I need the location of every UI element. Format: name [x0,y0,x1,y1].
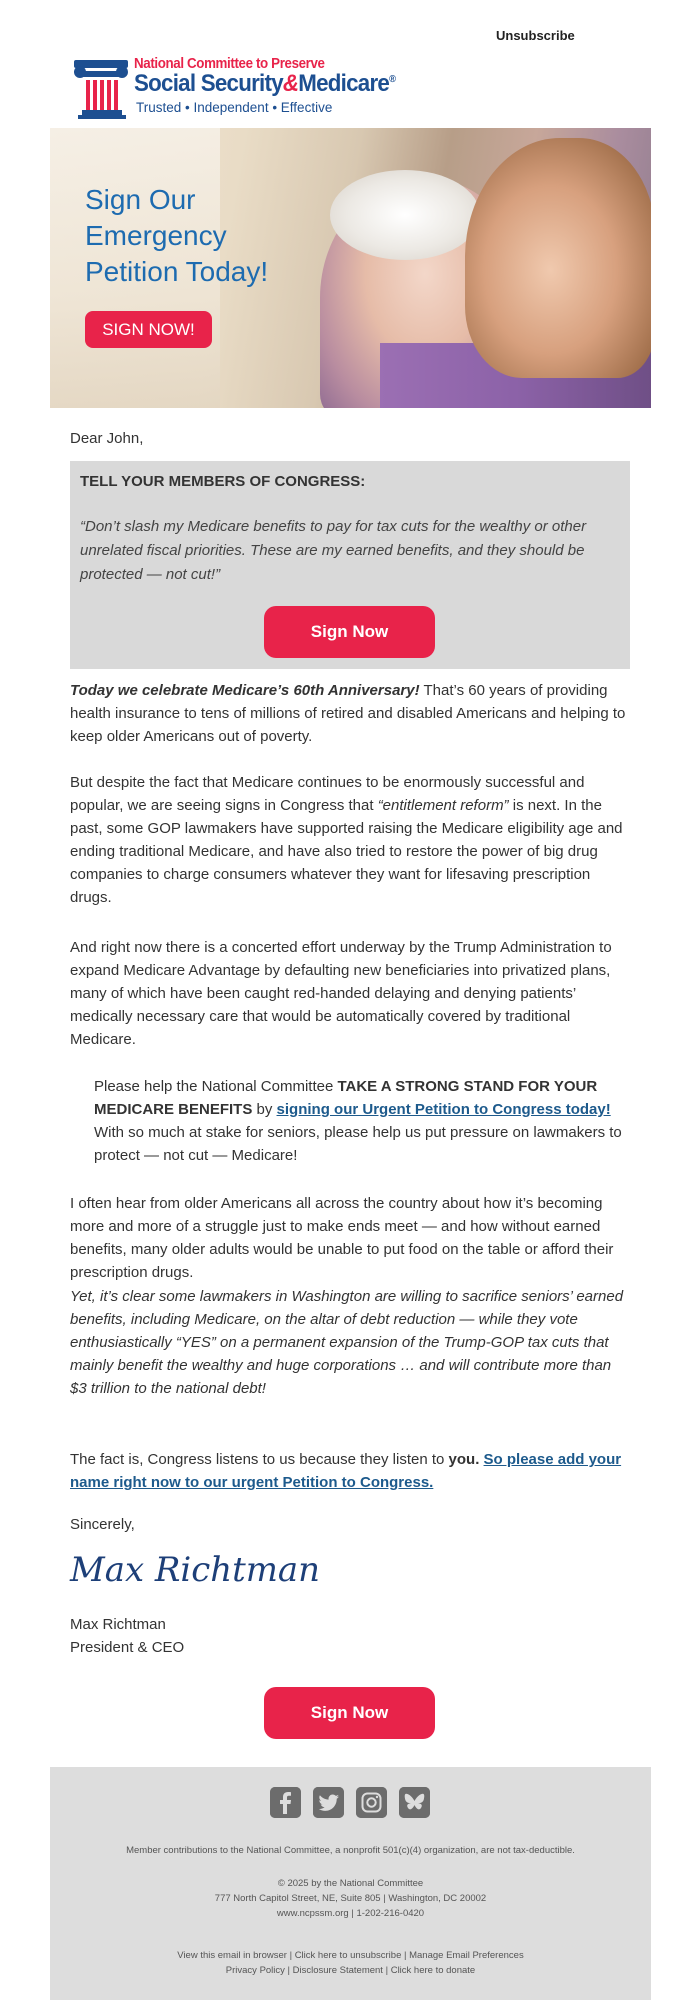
strong-stand-text: TAKE A STRONG STAND FOR YOUR MEDICARE BENEFITS [94,1078,598,1118]
unsubscribe-footer-link[interactable]: Click here to unsubscribe [294,1950,402,1961]
paragraph-medicare-advantage: And right now there is a concerted effort underway by the Trump Administration to expand Medicare Advantage by defaulting new beneficiaries into privatized plans, many of which have been caught red-handed delaying and denying patients’ medically necessary care that would be automatically covered by traditional Medicare. [70,939,612,1048]
instagram-icon[interactable] [356,1787,387,1818]
paragraph-text: by [252,1101,277,1118]
logo-org-line: National Committee to Preserve [134,56,325,72]
separator: | [286,1950,295,1961]
petition-callout [70,461,630,669]
twitter-icon[interactable] [313,1787,344,1818]
urgent-petition-link[interactable]: signing our Urgent Petition to Congress today! [276,1101,611,1118]
entitlement-reform-quote: “entitlement reform” [377,797,509,814]
privacy-policy-link[interactable]: Privacy Policy [225,1965,285,1976]
separator: | [401,1950,410,1961]
paragraph-text: Please help the National Committee [94,1078,338,1095]
callout-sign-now-button[interactable]: Sign Now [264,606,435,658]
logo-ampersand: & [282,70,299,97]
paragraph-lawmakers: Yet, it’s clear some lawmakers in Washington are willing to sacrifice seniors’ earned benefits, including Medicare, on the altar of debt reduction — while they vote enthusiastically “YES” on a permanent expansion of the Trump-GOP tax cuts that mainly benefit the wealthy and huge corporations … and will contribute more than $3 trillion to the national debt! [70,1288,624,1397]
paragraph-text: But despite the fact that Medicare continues to be enormously successful and popular, we are seeing signs in Congress that [70,774,585,814]
paragraph-struggle: I often hear from older Americans all across the country about how it’s becoming more and more of a struggle just to make ends meet — and how without earned benefits, many older adults would be unable to put food on the table or afford their prescription drugs. [70,1195,614,1281]
separator: | [382,1965,391,1976]
hero-photo-younger-woman [465,138,651,378]
anniversary-lead: Today we celebrate Medicare’s 60th Anniversary! [70,682,420,699]
separator: | [348,1908,357,1919]
logo-name-line [134,70,395,98]
bluesky-icon[interactable] [399,1787,430,1818]
donate-link[interactable]: Click here to donate [390,1965,476,1976]
footer-links-row2 [50,1963,651,1978]
hero-headline: Sign Our Emergency Petition Today! [85,184,269,287]
signature-image [66,1541,326,1599]
greeting: Dear John, [70,430,144,447]
you-emphasis: you. [448,1451,480,1468]
ncpssm-logo[interactable] [72,58,432,120]
facebook-icon[interactable] [270,1787,301,1818]
hero-sign-now-button[interactable]: SIGN NOW! [85,311,212,348]
copyright: © 2025 by the National Committee [277,1878,424,1889]
callout-title: TELL YOUR MEMBERS OF CONGRESS: [80,473,366,490]
hero-banner[interactable] [50,128,651,408]
anniversary-text: That’s 60 years of providing health insurance to tens of millions of retired and disabled Americans and helping to keep older Americans out of poverty. [70,682,626,745]
closing-sincerely: Sincerely, [70,1516,135,1533]
separator: | [284,1965,293,1976]
paragraph-congress-listens [70,1448,630,1494]
footer-links-row1 [50,1948,651,1963]
logo-social-security: Social Security [134,70,283,97]
logo-tagline: Trusted • Independent • Effective [136,100,333,115]
manage-preferences-link[interactable]: Manage Email Preferences [409,1950,524,1961]
signature-script: Max Richtman [69,1550,320,1590]
paragraph-anniversary [70,679,630,748]
paragraph-text: The fact is, Congress listens to us because they listen to [70,1451,449,1468]
callout-quote: “Don’t slash my Medicare benefits to pay for tax cuts for the wealthy or other unrelated fiscal priorities. These are my earned benefits, and they should be protected — not cut!” [80,518,587,583]
contact-line [50,1906,651,1921]
signer-name: Max Richtman [70,1616,166,1633]
signer-title: President & CEO [70,1639,185,1656]
view-in-browser-link[interactable]: View this email in browser [177,1950,287,1961]
bottom-sign-now-button[interactable]: Sign Now [264,1687,435,1739]
address: 777 North Capitol Street, NE, Suite 805 | Washington, DC 20002 [214,1893,487,1904]
logo-medicare: Medicare [298,70,390,97]
unsubscribe-link[interactable]: Unsubscribe [496,28,575,43]
tax-disclaimer: Member contributions to the National Committee, a nonprofit 501(c)(4) organization, are not tax-deductible. [126,1845,575,1856]
capitol-column-icon [72,58,130,120]
phone-number: 1-202-216-0420 [356,1908,425,1919]
paragraph-call-to-action [94,1075,624,1167]
social-icons [270,1787,435,1821]
paragraph-entitlement-reform [70,771,630,909]
paragraph-text: With so much at stake for seniors, please help us put pressure on lawmakers to protect — not cut — Medicare! [94,1124,622,1164]
disclosure-statement-link[interactable]: Disclosure Statement [292,1965,383,1976]
add-name-petition-link[interactable]: So please add your name right now to our urgent Petition to Congress. [70,1451,622,1491]
registered-mark: ® [389,74,396,85]
paragraph-text: is next. In the past, some GOP lawmakers have supported raising the Medicare eligibility age and ending traditional Medicare, and have also tried to restore the power of big drug companies to charge consumers whatever they want for lifesaving prescription drugs. [70,797,623,906]
footer [50,1767,651,2000]
website-link[interactable]: www.ncpssm.org [276,1908,349,1919]
hero-photo-senior-hair [330,170,480,260]
